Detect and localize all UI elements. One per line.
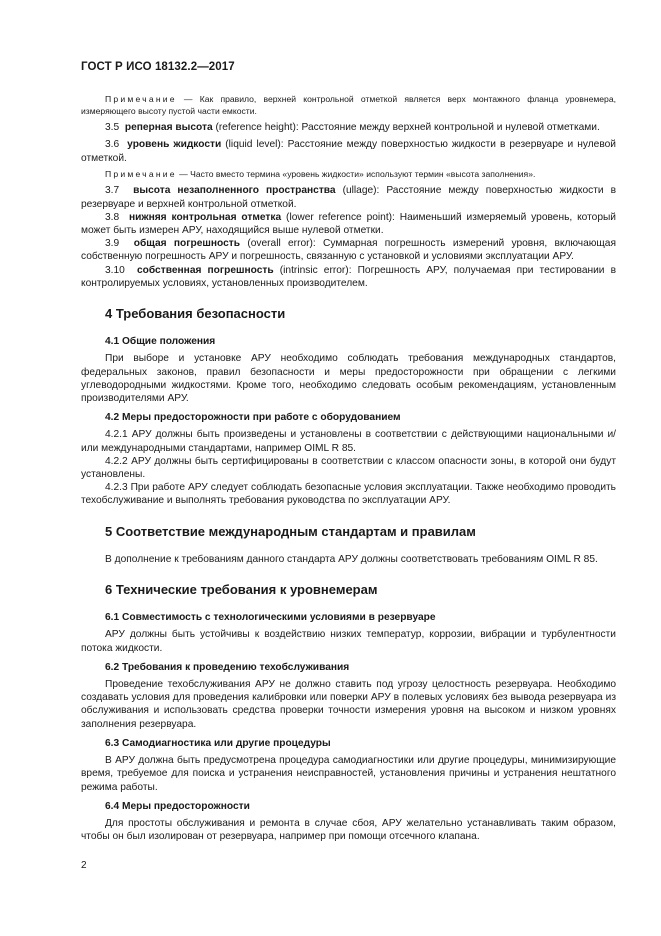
section-4-1-text: При выборе и установке АРУ необходимо соблюдать требования международных стандартов, федеральных законов, правил безопасности и меры предосторожности при обращении с легкими углеводородными жидкостями. Кроме того, необходимо следовать особым рекомендациям, установленным производителями АРУ. [81,353,616,405]
def-number: 3.10 [105,264,125,276]
section-6-2-text: Проведение техобслуживания АРУ не должно ставить под угрозу целостность резервуара. Необходимо создавать условия для проведения калибровки или поверки АРУ в полевых условиях без вывода резервуара из обслуживания и использовать средства проверки точности измерения уровня на высоком и низком уровнях заполнения резервуара. [81,679,616,730]
def-term: общая погрешность [133,238,241,250]
document-header: ГОСТ Р ИСО 18132.2—2017 [81,61,235,73]
section-4-2-2: 4.2.2 АРУ должны быть сертифицированы в соответствии с классом опасности зоны, в которой они будут установлены. [81,455,616,481]
definition-3-5 [81,121,616,134]
note-text: — Часто вместо термина «уровень жидкости» используют термин «высота заполнения». [176,168,536,179]
section-4-title: 4 Требования безопасности [105,306,286,322]
section-6-title: 6 Технические требования к уровнемерам [105,582,378,598]
def-number: 3.8 [105,211,120,223]
definition-3-7 [81,184,616,210]
def-term: собственная погрешность [137,264,274,276]
def-text: (ullage): Расстояние между поверхностью жидкости в резервуаре и верхней контрольной отметкой. [81,185,616,210]
section-6-2-title: 6.2 Требования к проведению техобслуживания [105,661,350,673]
def-number: 3.9 [105,238,120,250]
section-4-2-title: 4.2 Меры предосторожности при работе с оборудованием [105,412,401,424]
section-6-3-text: В АРУ должна быть предусмотрена процедура самодиагностики или другие процедуры, минимизирующие время, требуемое для поиска и устранения неисправностей, установления причины и устранения нештатного режима работы. [81,755,616,793]
definition-3-8 [81,211,616,237]
definition-3-9 [81,237,616,263]
definition-3-10 [81,264,616,290]
section-5-title: 5 Соответствие международным стандартам и правилам [105,523,476,539]
def-term: нижняя контрольная отметка [128,211,282,223]
def-term: уровень жидкости [127,139,222,151]
def-text: (liquid level): Расстояние между поверхностью жидкости в резервуаре и нулевой отметкой. [81,139,616,164]
def-text: (intrinsic error): Погрешность АРУ, получаемая при тестировании в контролируемых условиях, установленных производителем. [81,264,617,289]
section-4-2-3: 4.2.3 При работе АРУ следует соблюдать безопасные условия эксплуатации. Также необходимо проводить техобслуживание и выполнять требования руководства по эксплуатации АРУ. [81,482,616,507]
definition-3-6 [81,138,616,164]
section-5-text: В дополнение к требованиям данного стандарта АРУ должны соответствовать требованиям OIML R 85. [105,553,598,565]
section-6-4-text: Для простоты обслуживания и ремонта в случае сбоя, АРУ желательно устанавливать таким образом, чтобы он был изолирован от резервуара, например при помощи отсечного клапана. [81,817,616,843]
def-term: высота незаполненного пространства [133,185,336,197]
def-number: 3.5 [105,122,120,134]
section-6-4-title: 6.4 Меры предосторожности [105,800,250,812]
page-content [81,94,616,843]
note-label: Примечание [105,168,177,179]
page-number: 2 [81,860,87,871]
section-4-2-1: 4.2.1 АРУ должны быть произведены и установлены в соответствии с действующими национальными и/или международными стандартами, например OIML R 85. [81,429,616,454]
section-6-3-title: 6.3 Самодиагностика или другие процедуры [105,737,331,749]
def-text: (reference height): Расстояние между верхней контрольной и нулевой отметками. [212,122,600,134]
def-number: 3.7 [105,185,120,197]
section-4-1-title: 4.1 Общие положения [105,336,216,348]
note-1 [81,94,616,117]
note-2 [81,169,616,181]
def-number: 3.6 [105,139,120,151]
note-text: — Как правило, верхней контрольной отметкой является верх монтажного фланца уровнемера, измеряющего высоту пустой части емкости. [81,94,616,116]
def-text: (overall error): Суммарная погрешность измерений уровня, включающая собственную погрешность АРУ и погрешность, связанную с установкой и условиями эксплуатации АРУ. [81,238,616,263]
section-6-1-text: АРУ должны быть устойчивы к воздействию низких температур, коррозии, вибрации и турбулентности потока жидкости. [81,629,616,654]
def-text: (lower reference point): Наименьший измеряемый уровень, который может быть измерен АРУ, находящийся выше нулевой отметки. [81,211,616,236]
section-6-1-title: 6.1 Совместимость с технологическими условиями в резервуаре [105,612,436,624]
note-label: Примечание [105,94,177,104]
def-term: реперная высота [124,122,213,134]
